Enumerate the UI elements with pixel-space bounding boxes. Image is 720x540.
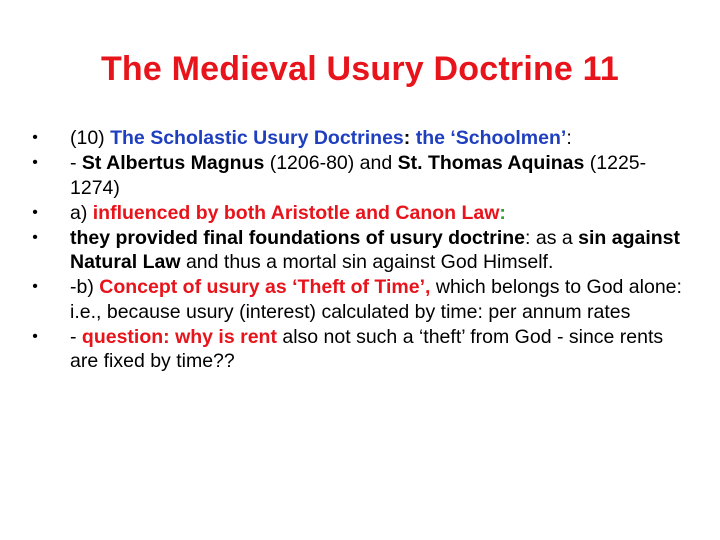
bullet-text-segment: question: why is rent	[81, 325, 277, 348]
bullet-item	[28, 275, 688, 324]
bullet-text-segment: influenced by both Aristotle and Canon Law	[92, 201, 500, 224]
bullet-text-segment: (10)	[70, 127, 111, 149]
bullet-dot-icon: •	[32, 228, 38, 246]
bullet-text-segment: and thus a mortal sin against God Himself.	[180, 251, 554, 273]
bullet-text-segment: they provided final foundations of usury doctrine	[70, 226, 526, 249]
bullet-text-segment: (1206-80) and	[264, 152, 398, 174]
bullet-item	[28, 151, 688, 200]
bullet-text-segment: -	[70, 325, 82, 348]
bullet-text-segment: :	[403, 127, 416, 149]
bullet-item	[28, 325, 688, 374]
slide-title: The Medieval Usury Doctrine 11	[100, 50, 620, 88]
bullet-dot-icon: •	[32, 154, 38, 171]
bullet-text-segment: the ‘Schoolmen’	[415, 127, 567, 149]
bullet-text-segment: : as a	[525, 226, 579, 249]
bullet-dot-icon: •	[32, 129, 38, 146]
bullet-list	[28, 126, 688, 374]
bullet-dot-icon: •	[32, 327, 38, 345]
bullet-text-segment: St. Thomas Aquinas	[397, 152, 585, 174]
bullet-item	[28, 226, 688, 275]
bullet-text-segment: sin against Natural Law	[70, 226, 681, 273]
bullet-item	[28, 126, 688, 151]
bullet-text-segment: also not such a ‘theft’ from God - since rents are fixed by time??	[70, 325, 664, 372]
bullet-text-segment: -b)	[70, 276, 100, 298]
bullet-text-segment: -	[70, 152, 82, 174]
bullet-text-segment: St Albertus Magnus	[81, 152, 265, 174]
bullet-text-segment: The Scholastic Usury Doctrines	[110, 127, 404, 149]
bullet-text-segment: (1225-1274)	[70, 152, 647, 199]
bullet-dot-icon: •	[32, 203, 38, 221]
bullet-dot-icon: •	[32, 278, 38, 295]
bullet-item	[28, 201, 688, 226]
bullet-text-segment: :	[566, 127, 572, 149]
bullet-text-segment: a)	[70, 201, 93, 224]
bullet-text-segment: which belongs to God alone: i.e., because usury (interest) calculated by time: per annum rates	[70, 276, 682, 323]
bullet-text-segment: :	[499, 201, 506, 224]
bullet-text-segment: Concept of usury as ‘Theft of Time’,	[99, 276, 436, 298]
